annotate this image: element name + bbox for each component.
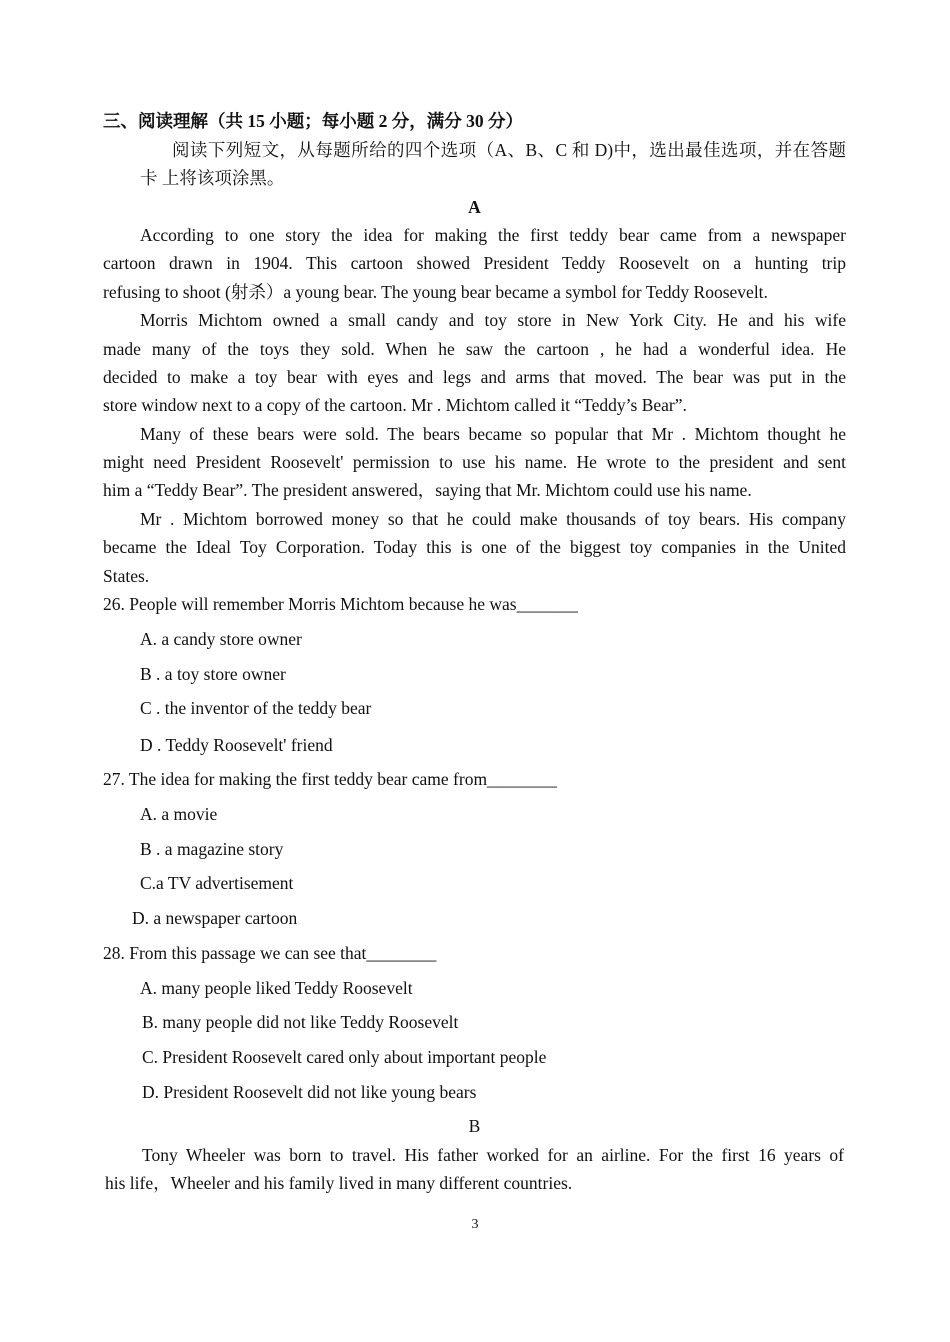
passage-b-line: his life，Wheeler and his family lived in many different countries. (105, 1173, 573, 1193)
question-28-stem: 28. From this passage we can see that________ (103, 943, 437, 963)
passage-a-line: Mr . Michtom borrowed money so that he could make thousands of toy bears. His company (140, 509, 846, 529)
passage-a-line: might need President Roosevelt' permission to use his name. He wrote to the president and sent (103, 452, 846, 472)
instruction-line-2: 卡 上将该项涂黑。 (140, 168, 285, 188)
question-27-option-a: A. a movie (140, 804, 218, 824)
question-26-stem: 26. People will remember Morris Michtom because he was_______ (103, 594, 578, 614)
passage-a-line: According to one story the idea for making the first teddy bear came from a newspaper (140, 225, 846, 245)
page-number: 3 (471, 1217, 479, 1232)
passage-b-label: B (468, 1116, 481, 1136)
instruction-line-1: 阅读下列短文，从每题所给的四个选项（A、B、C 和 D)中，选出最佳选项，并在答题 (172, 140, 846, 160)
passage-a-line: decided to make a toy bear with eyes and legs and arms that moved. The bear was put in the (103, 367, 846, 387)
question-26-option-d: D . Teddy Roosevelt' friend (140, 735, 333, 755)
question-26-option-c: C . the inventor of the teddy bear (140, 698, 372, 718)
passage-a-line: cartoon drawn in 1904. This cartoon showed President Teddy Roosevelt on a hunting trip (103, 253, 846, 273)
question-26-option-a: A. a candy store owner (140, 629, 302, 649)
section-heading: 三、阅读理解（共 15 小题；每小题 2 分，满分 30 分） (103, 111, 523, 131)
passage-a-line: Morris Michtom owned a small candy and toy store in New York City. He and his wife (140, 310, 846, 330)
passage-b-line: Tony Wheeler was born to travel. His father worked for an airline. For the first 16 years of (142, 1145, 844, 1165)
question-27-option-d: D. a newspaper cartoon (132, 908, 298, 928)
question-27-option-c: C.a TV advertisement (140, 873, 294, 893)
question-28-option-d: D. President Roosevelt did not like young bears (142, 1082, 477, 1102)
question-27-option-b: B . a magazine story (140, 839, 284, 859)
question-28-option-b: B. many people did not like Teddy Roosevelt (142, 1012, 459, 1032)
question-27-stem: 27. The idea for making the first teddy bear came from________ (103, 769, 558, 789)
passage-a-line: Many of these bears were sold. The bears became so popular that Mr . Michtom thought he (140, 424, 846, 444)
passage-a-line: refusing to shoot (射杀）a young bear. The young bear became a symbol for Teddy Roosevelt. (103, 282, 768, 302)
passage-a-line: became the Ideal Toy Corporation. Today this is one of the biggest toy companies in the United (103, 537, 846, 557)
passage-a-line: store window next to a copy of the cartoon. Mr . Michtom called it “Teddy’s Bear”. (103, 395, 687, 415)
passage-a-line: him a “Teddy Bear”. The president answered，saying that Mr. Michtom could use his name. (103, 480, 752, 500)
passage-a-line: States. (103, 566, 150, 586)
passage-a-line: made many of the toys they sold. When he saw the cartoon , he had a wonderful idea. He (103, 339, 846, 359)
question-28-option-a: A. many people liked Teddy Roosevelt (140, 978, 413, 998)
question-28-option-c: C. President Roosevelt cared only about important people (142, 1047, 547, 1067)
passage-a-label: A (468, 197, 481, 217)
question-26-option-b: B . a toy store owner (140, 664, 286, 684)
